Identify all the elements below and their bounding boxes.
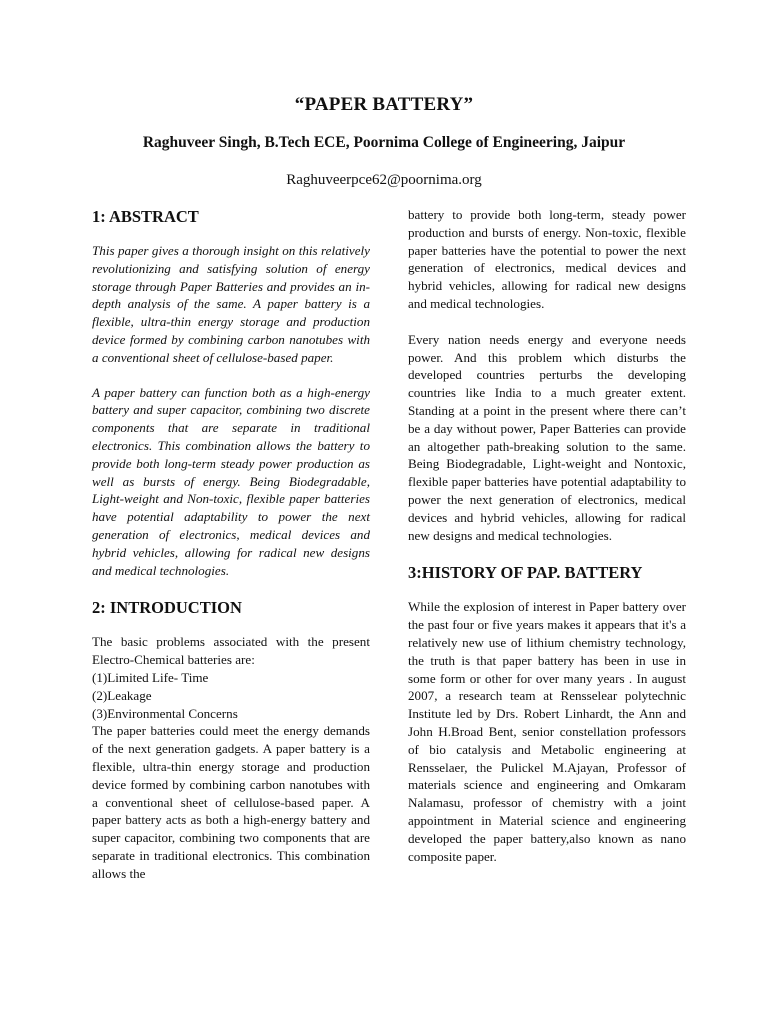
abstract-section <box>92 206 370 579</box>
problem-item: (1)Limited Life- Time <box>92 669 209 685</box>
history-heading: 3:HISTORY OF PAP. BATTERY <box>408 563 643 583</box>
introduction-heading: 2: INTRODUCTION <box>92 598 242 618</box>
history-section <box>408 562 686 865</box>
abstract-paragraph-1: This paper gives a thorough insight on this relatively revolutionizing and satisfying solution of energy storage through Paper Batteries and provides an in-depth analysis of the same. A paper battery is a flexible, ultra-thin energy storage and production device formed by combining carbon nanotubes with a conventional sheet of cellulose-based paper. <box>92 243 370 365</box>
energy-need-paragraph: Every nation needs energy and everyone needs power. And this problem which disturbs the developed countries perturbs the developing countries like India to a much greater extent. Standing at a point in the present where there can’t be a day without power, Paper Batteries can provide an altogether path-breaking solution to the same. Being Biodegradable, Light-weight and Nontoxic, flexible paper batteries have potential adaptability to power the next generation of electronics, medical devices and hybrid vehicles, allowing for radical new designs and medical technologies. <box>408 331 686 543</box>
author-email: Raghuveerpce62@poornima.org <box>286 172 482 188</box>
abstract-heading: 1: ABSTRACT <box>92 207 199 226</box>
problem-item: (2)Leakage <box>92 687 152 703</box>
history-paragraph: While the explosion of interest in Paper battery over the past four or five years makes it appears that it's a relatively new use of lithium chemistry technology, the truth is that paper battery has been in use in some form or other for over many years . In august 2007, a research team at Rensselear polytechnic Institute led by Drs. Robert Linhardt, the Ann and John H.Broad Bent, senior constellation professors of bio catalysis and Metabolic engineering at Rensselaer, the Pulickel M.Ajayan, Professor of materials science and engineering and Omkaram Nalamasu, professor of chemistry with a joint appointment in Material science and engineering developed the paper battery,also known as nano composite paper. <box>408 599 686 864</box>
paper-title: “PAPER BATTERY” <box>294 94 474 115</box>
introduction-lead: The basic problems associated with the present Electro-Chemical batteries are: <box>92 634 370 668</box>
introduction-section <box>92 597 370 882</box>
introduction-paragraph: The paper batteries could meet the energy demands of the next generation gadgets. A paper battery is a flexible, ultra-thin energy storage and production device formed by combining carbon nanotubes with a conventional sheet of cellulose-based paper. A paper battery acts as both a high-energy battery and super capacitor, combining two components that are separate in traditional electronics. This combination allows the <box>92 723 370 881</box>
right-column <box>408 206 686 865</box>
author-line: Raghuveer Singh, B.Tech ECE, Poornima College of Engineering, Jaipur <box>142 134 626 151</box>
left-column <box>92 206 370 883</box>
problem-item: (3)Environmental Concerns <box>92 705 238 721</box>
abstract-paragraph-2: A paper battery can function both as a high-energy battery and super capacitor, combining two discrete components that are separate in traditional electronics. This combination allows the battery to provide both long-term steady power production as well as bursts of energy. Being Biodegradable, Light-weight and Non-toxic, flexible paper batteries have potential adaptability to power the next generation of electronics, medical devices and hybrid vehicles, allowing for radical new designs and medical technologies. <box>92 384 370 578</box>
continued-paragraph: battery to provide both long-term, steady power production and bursts of energy. Non-toxic, flexible paper batteries have the potential to power the next generation of electronics, medical devices and hybrid vehicles, allowing for radical new designs and medical technologies. <box>408 207 686 311</box>
